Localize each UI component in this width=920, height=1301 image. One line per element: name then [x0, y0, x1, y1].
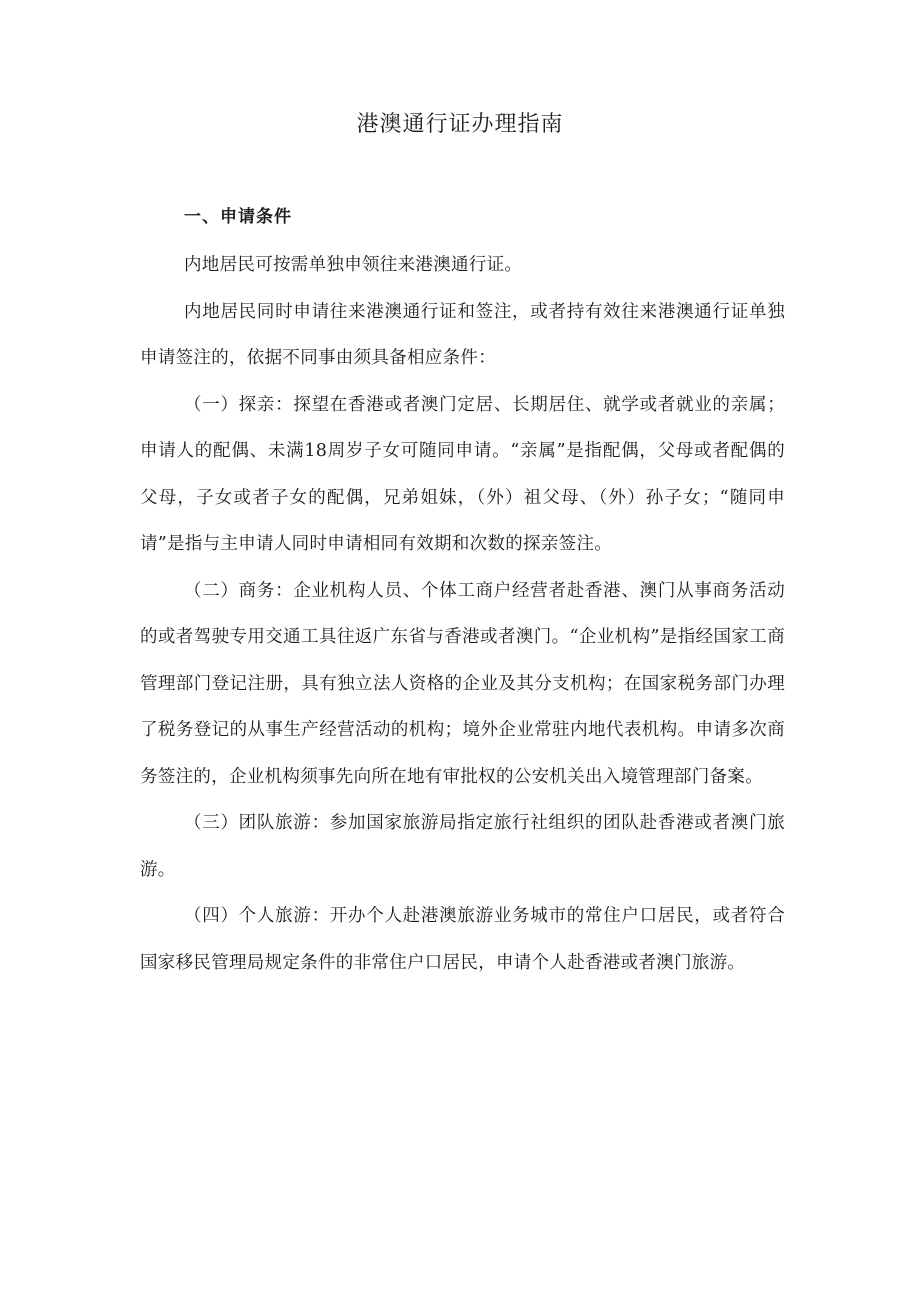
document-body: [140, 200, 785, 986]
section-heading-application-conditions: 一、申请条件: [184, 207, 292, 227]
paragraph-group-tour: （三）团队旅游：参加国家旅游局指定旅行社组织的团队赴香港或者澳门旅游。: [140, 813, 785, 880]
paragraph-business: （二）商务：企业机构人员、个体工商户经营者赴香港、澳门从事商务活动的或者驾驶专用交通工具往返广东省与香港或者澳门。“企业机构”是指经国家工商管理部门登记注册，具有独立法人资格的企业及其分支机构；在国家税务部门办理了税务登记的从事生产经营活动的机构；境外企业常驻内地代表机构。申请多次商务签注的，企业机构须事先向所在地有审批权的公安机关出入境管理部门备案。: [140, 580, 785, 787]
paragraph-individual-tour: （四）个人旅游：开办个人赴港澳旅游业务城市的常住户口居民，或者符合国家移民管理局规定条件的非常住户口居民，申请个人赴香港或者澳门旅游。: [140, 906, 785, 973]
paragraph-intro: 内地居民可按需单独申领往来港澳通行证。: [184, 255, 523, 275]
paragraph-visa-conditions: 内地居民同时申请往来港澳通行证和签注，或者持有效往来港澳通行证单独申请签注的，依据不同事由须具备相应条件：: [140, 301, 785, 368]
document-title: 港澳通行证办理指南: [356, 112, 564, 137]
paragraph-family-visit: （一）探亲：探望在香港或者澳门定居、长期居住、就学或者就业的亲属；申请人的配偶、未满18周岁子女可随同申请。“亲属”是指配偶，父母或者配偶的父母，子女或者子女的配偶，兄弟姐妹，（外）祖父母、（外）孙子女；“随同申请”是指与主申请人同时申请相同有效期和次数的探亲签注。: [140, 394, 785, 554]
